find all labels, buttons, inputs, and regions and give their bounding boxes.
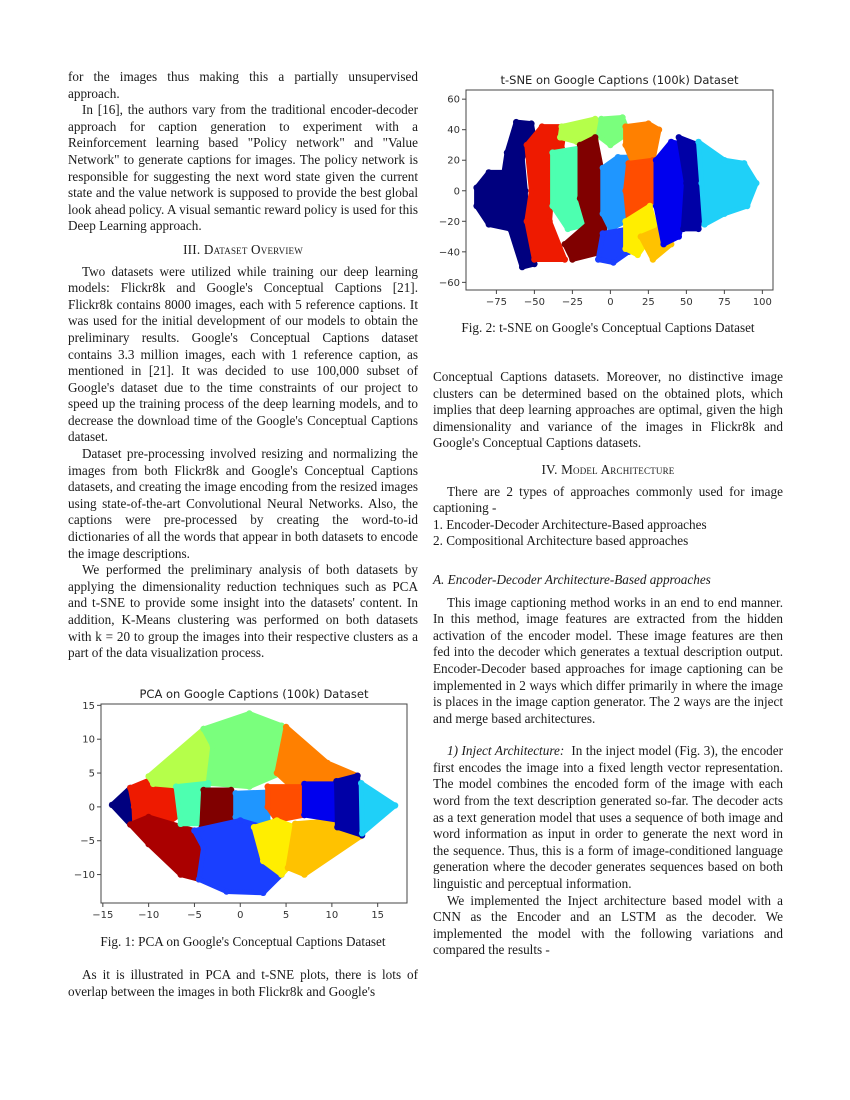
scatter-clusters (109, 710, 399, 896)
scatter-point (562, 256, 568, 262)
cluster-region (204, 714, 282, 787)
scatter-point (200, 726, 206, 732)
scatter-point (274, 817, 280, 823)
plot-title: t-SNE on Google Captions (100k) Dataset (500, 73, 739, 87)
y-tick-label: 40 (447, 125, 460, 137)
cluster-region (149, 729, 213, 787)
scatter-point (744, 203, 750, 209)
scatter-point (507, 226, 513, 232)
paragraph-inject-architecture (433, 743, 783, 892)
scatter-point (600, 211, 606, 217)
x-tick-label: 0 (607, 297, 614, 308)
scatter-point (531, 256, 537, 262)
scatter-point (569, 256, 575, 262)
y-tick-label: 20 (447, 155, 460, 167)
x-tick-label: 15 (371, 910, 385, 921)
scatter-point (676, 134, 682, 140)
figure-tsne (428, 70, 788, 312)
scatter-point (647, 203, 653, 209)
scatter-point (528, 120, 534, 126)
x-tick-label: 25 (642, 297, 655, 308)
section-title: Model Architecture (561, 461, 675, 477)
scatter-point (695, 226, 701, 232)
scatter-point (210, 743, 216, 749)
paragraph-implementation: We implemented the Inject architecture based model with a CNN as the Encoder and an LSTM as the decoder. We implemented the model with the following variations and compared the results - (433, 892, 783, 958)
scatter-point (223, 888, 229, 894)
scatter-point (109, 802, 115, 808)
scatter-point (145, 773, 151, 779)
x-tick-label: −15 (92, 910, 114, 921)
cluster-region (304, 784, 339, 821)
x-tick-label: 10 (325, 910, 339, 921)
scatter-point (191, 827, 197, 833)
paragraph-encoder-decoder: This image captioning method works in an end to end manner. In this method, image features are extracted from the hidden activation of the encoder model. These image features are then fed into the decoder which generates a textual description output. Encoder-Decoder based approaches for image captioning can be implemented in 2 ways which differ primarily in where the image is places in the image caption generator. The 2 ways are the inject and merge based architectures. (433, 594, 783, 726)
paragraph-related-work-16: In [16], the authors vary from the traditional encoder-decoder approach for caption generation to experiment with a Reinforcement learning based "Policy network" and "Value Network" to generate captions for images. The policy network is responsible for suggesting the next word state given the current state and the value network is supposed to provide the best global look ahead policy. A visual semantic reward policy is used for this Deep Learning approach. (68, 102, 418, 234)
scatter-point (598, 116, 604, 122)
scatter-point (676, 233, 682, 239)
figure-1-caption: Fig. 1: PCA on Google's Conceptual Captions Dataset (100, 934, 386, 949)
scatter-point (683, 180, 689, 186)
scatter-point (562, 241, 568, 247)
scatter-point (278, 871, 284, 877)
scatter-point (473, 203, 479, 209)
scatter-point (622, 218, 628, 224)
left-column-bottom (68, 967, 418, 1000)
y-tick-label: 15 (82, 700, 95, 712)
scatter-point (622, 188, 628, 194)
scatter-point (173, 783, 179, 789)
scatter-point (721, 157, 727, 163)
scatter-point (150, 781, 156, 787)
scatter-point (622, 123, 628, 129)
y-tick-label: −40 (438, 247, 460, 259)
scatter-point (501, 169, 507, 175)
scatter-point (645, 120, 651, 126)
scatter-point (260, 858, 266, 864)
scatter-point (650, 256, 656, 262)
scatter-point (260, 890, 266, 896)
scatter-point (486, 221, 492, 227)
scatter-point (592, 116, 598, 122)
scatter-point (577, 142, 583, 148)
scatter-point (539, 123, 545, 129)
scatter-point (237, 817, 243, 823)
scatter-point (607, 142, 613, 148)
scatter-point (283, 724, 289, 730)
scatter-point (546, 218, 552, 224)
y-tick-label: 10 (82, 734, 95, 746)
scatter-point (653, 203, 659, 209)
scatter-point (301, 871, 307, 877)
scatter-point (504, 149, 510, 155)
scatter-point (145, 841, 151, 847)
y-tick-label: 0 (453, 186, 460, 198)
scatter-point (559, 123, 565, 129)
scatter-point (205, 780, 211, 786)
scatter-point (625, 160, 631, 166)
scatter-point (695, 139, 701, 145)
section-title: Dataset Overview (203, 241, 303, 257)
inject-architecture-text: In the inject model (Fig. 3), the encoder first encodes the image into a fixed length vector representation. The model combines the encoded form of the image with each word from the text description generated so-far. The decoder acts as a text generation model that uses a sequence of both image and word information as input in order to generate the next word in the sequence. Thus, this is a form of image-conditioned language generation where the decoder generates sequences based on both linguistic and perceptual information. (433, 743, 784, 892)
cluster-region (268, 787, 305, 821)
y-tick-label: 0 (88, 802, 95, 814)
inject-architecture-heading: 1) Inject Architecture: (447, 743, 565, 759)
scatter-point (698, 180, 704, 186)
scatter-point (721, 211, 727, 217)
scatter-point (656, 127, 662, 133)
pca-scatter-plot (62, 683, 422, 923)
paragraph-overlap-continued: Conceptual Captions datasets. Moreover, no distinctive image clusters can be determined based on the obtained plots, which implies that deep learning approaches are optimal, given the high dimensionality and variance of the images in Flickr8k and Google's Conceptual Captions datasets. (433, 369, 783, 451)
scatter-point (127, 785, 133, 791)
scatter-point (301, 781, 307, 787)
scatter-point (246, 710, 252, 716)
scatter-point (251, 824, 257, 830)
scatter-point (635, 252, 641, 258)
list-item-compositional: 2. Compositional Architecture based approaches (433, 533, 689, 549)
cluster-region (361, 783, 395, 833)
scatter-point (522, 188, 528, 194)
scatter-point (354, 773, 360, 779)
left-column (68, 69, 418, 662)
scatter-point (600, 230, 606, 236)
scatter-point (292, 821, 298, 827)
x-tick-label: 75 (717, 297, 731, 308)
scatter-point (359, 830, 365, 836)
scatter-point (741, 160, 747, 166)
paragraph-approach-types: There are 2 types of approaches commonly used for image captioning - (433, 483, 783, 516)
scatter-point (549, 149, 555, 155)
scatter-point (595, 256, 601, 262)
scatter-point (584, 221, 590, 227)
x-tick-label: −10 (138, 910, 160, 921)
section-heading-dataset-overview (68, 242, 418, 259)
plot-title: PCA on Google Captions (100k) Dataset (139, 687, 369, 701)
scatter-point (549, 203, 555, 209)
scatter-point (196, 876, 202, 882)
scatter-point (622, 246, 628, 252)
y-tick-label: −20 (438, 216, 460, 228)
scatter-point (519, 154, 525, 160)
figure-pca (62, 683, 422, 923)
x-tick-label: −75 (485, 297, 507, 308)
y-tick-label: −60 (438, 277, 460, 289)
scatter-point (622, 142, 628, 148)
scatter-point (265, 783, 271, 789)
scatter-point (274, 770, 280, 776)
scatter-point (653, 157, 659, 163)
x-tick-label: 100 (752, 297, 772, 308)
scatter-point (334, 824, 340, 830)
scatter-point (200, 844, 206, 850)
y-tick-label: −10 (73, 870, 95, 882)
scatter-clusters (473, 114, 759, 270)
scatter-point (701, 221, 707, 227)
right-column (433, 369, 783, 959)
tsne-scatter-plot (428, 70, 788, 312)
scatter-point (680, 226, 686, 232)
paragraph-preliminary-analysis: We performed the preliminary analysis of both datasets by applying the dimensionality reduction techniques such as PCA and t-SNE to provide some insight into the datasets' content. In addition, K-Means clustering was performed on both datasets with k = 20 to group the images into their respective clusters as a part of the data visualization process. (68, 562, 418, 661)
scatter-point (324, 760, 330, 766)
scatter-point (668, 139, 674, 145)
section-heading-model-architecture (433, 462, 783, 479)
scatter-point (301, 812, 307, 818)
scatter-point (615, 154, 621, 160)
scatter-point (660, 241, 666, 247)
scatter-point (592, 134, 598, 140)
figure-2-caption: Fig. 2: t-SNE on Google's Conceptual Captions Dataset (461, 320, 755, 335)
y-tick-label: −5 (80, 836, 95, 848)
scatter-point (392, 802, 398, 808)
scatter-point (178, 821, 184, 827)
scatter-point (265, 804, 271, 810)
x-tick-label: −25 (561, 297, 583, 308)
scatter-point (610, 259, 616, 265)
scatter-point (557, 134, 563, 140)
scatter-point (600, 165, 606, 171)
x-tick-label: −5 (187, 910, 202, 921)
cluster-region (699, 142, 757, 225)
scatter-point (333, 778, 339, 784)
scatter-point (577, 195, 583, 201)
scatter-point (285, 865, 291, 871)
paragraph-overlap: As it is illustrated in PCA and t-SNE plots, there is lots of overlap between the images in both Flickr8k and Google's (68, 967, 418, 999)
scatter-point (473, 185, 479, 191)
scatter-point (619, 114, 625, 120)
paragraph-preprocessing: Dataset pre-processing involved resizing and normalizing the images from both Flickr8k and Google's Conceptual Captions datasets, and creating the image encoding from the resized images using state-of-the-art Convolutional Neural Networks. Also, the captions were pre-processed by creating the word-to-id dictionaries of all the words that appear in both datasets to encode the image descriptions. (68, 446, 418, 561)
cluster-region (130, 817, 203, 879)
x-tick-label: −50 (523, 297, 545, 308)
scatter-point (127, 821, 133, 827)
scatter-point (486, 169, 492, 175)
x-tick-label: 0 (237, 910, 244, 921)
scatter-point (131, 804, 137, 810)
y-tick-label: 5 (88, 768, 95, 780)
scatter-point (524, 218, 530, 224)
paragraph-datasets: Two datasets were utilized while training our deep learning models: Flickr8k and Google's Conceptual Captions [21]. Flickr8k contains 8000 images, each with 5 reference captions. It was used for the initial development of our models to obtain the preliminary results. Google's Conceptual Captions dataset contains 3.3 million images, each with 1 reference caption, as mentioned in [21]. It was decided to use 100,000 subset of Google's dataset due to the time constraints of our project to speed up the training process of the deep learning models, and to decrease the download time of the Google's Conceptual Captions dataset. (68, 263, 418, 445)
scatter-point (233, 790, 239, 796)
y-tick-label: 60 (447, 94, 460, 106)
scatter-point (565, 226, 571, 232)
scatter-point (638, 233, 644, 239)
scatter-point (753, 180, 759, 186)
section-number: IV. (541, 461, 558, 477)
scatter-point (524, 142, 530, 148)
scatter-point (145, 814, 151, 820)
x-tick-label: 5 (282, 910, 290, 921)
section-number: III. (183, 241, 201, 257)
scatter-point (528, 188, 534, 194)
scatter-point (519, 264, 525, 270)
scatter-point (246, 783, 252, 789)
scatter-point (200, 787, 206, 793)
list-item-encoder-decoder: 1. Encoder-Decoder Architecture-Based approaches (433, 516, 707, 532)
subsection-heading-encoder-decoder: A. Encoder-Decoder Architecture-Based approaches (433, 571, 711, 587)
scatter-point (513, 119, 519, 125)
paragraph-continuation: for the images thus making this a partially unsupervised approach. (68, 69, 418, 101)
x-tick-label: 50 (680, 297, 693, 308)
scatter-point (178, 871, 184, 877)
scatter-point (358, 780, 364, 786)
